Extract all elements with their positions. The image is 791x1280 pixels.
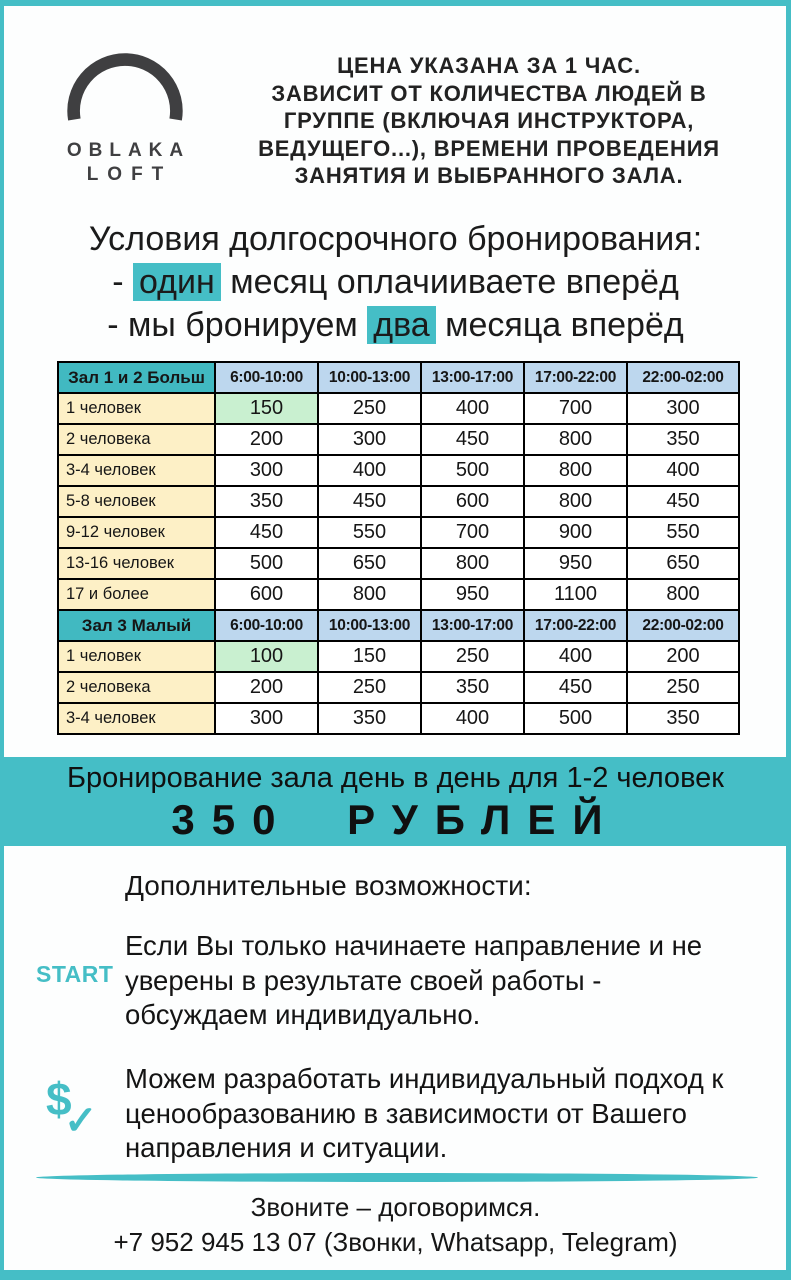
header-note-line: ГРУППЕ (ВКЛЮЧАЯ ИНСТРУКТОРА, <box>283 108 695 133</box>
price-cell: 200 <box>627 641 739 672</box>
price-cell: 450 <box>215 517 318 548</box>
price-cell: 300 <box>318 424 421 455</box>
right-border <box>786 0 791 1280</box>
row-label-cell: 13-16 человек <box>58 548 215 579</box>
price-cell: 250 <box>421 641 524 672</box>
conditions-title: Условия долгосрочного бронирования: <box>88 220 703 258</box>
header-note <box>200 52 778 190</box>
price-cell: 550 <box>318 517 421 548</box>
price-cell: 1100 <box>524 579 627 610</box>
table-row <box>58 672 739 703</box>
price-cell: 650 <box>627 548 739 579</box>
price-cell: 800 <box>524 486 627 517</box>
top-border <box>0 0 791 6</box>
price-cell: 450 <box>524 672 627 703</box>
price-cell: 450 <box>627 486 739 517</box>
logo <box>50 52 200 186</box>
row-label-cell: 3-4 человек <box>58 703 215 734</box>
table-row <box>58 703 739 734</box>
extras-title: Дополнительные возможности: <box>125 870 532 901</box>
open-arc-icon <box>50 52 200 134</box>
price-cell: 900 <box>524 517 627 548</box>
price-cell: 700 <box>524 393 627 424</box>
time-header-cell: 17:00-22:00 <box>524 610 627 641</box>
hall-header-cell: Зал 3 Малый <box>58 610 215 641</box>
header-note-line: ЗАНЯТИЯ И ВЫБРАННОГО ЗАЛА. <box>294 163 684 188</box>
check-mark: ✓ <box>64 1099 98 1143</box>
row-label-cell: 17 и более <box>58 579 215 610</box>
price-cell: 350 <box>421 672 524 703</box>
table-row <box>58 424 739 455</box>
header-note-line: ЗАВИСИТ ОТ КОЛИЧЕСТВА ЛЮДЕЙ В <box>271 80 707 106</box>
price-cell: 800 <box>627 579 739 610</box>
bottom-border <box>0 1270 791 1280</box>
start-badge-icon: START <box>36 961 114 987</box>
table-row <box>58 455 739 486</box>
row-label-cell: 2 человека <box>58 424 215 455</box>
price-cell: 500 <box>421 455 524 486</box>
table-row <box>58 393 739 424</box>
dollar-check-icon <box>44 1072 104 1152</box>
price-cell: 400 <box>421 703 524 734</box>
price-cell: 450 <box>421 424 524 455</box>
price-cell: 250 <box>318 393 421 424</box>
price-cell: 350 <box>627 424 739 455</box>
price-cell: 250 <box>318 672 421 703</box>
price-cell: 800 <box>318 579 421 610</box>
row-label-cell: 9-12 человек <box>58 517 215 548</box>
footer-call-text: Звоните – договоримся. <box>250 1192 541 1222</box>
row-label-cell: 5-8 человек <box>58 486 215 517</box>
price-cell: 950 <box>524 548 627 579</box>
price-cell: 350 <box>627 703 739 734</box>
table-row <box>58 486 739 517</box>
highlighted-word: два <box>367 306 435 344</box>
time-header-cell: 6:00-10:00 <box>215 610 318 641</box>
price-cell: 350 <box>215 486 318 517</box>
price-cell: 800 <box>524 424 627 455</box>
hall-header-cell: Зал 1 и 2 Больш <box>58 362 215 393</box>
conditions-item: - один месяц оплачииваете вперёд <box>112 263 679 301</box>
logo-text-oblaka: OBLAKA <box>66 140 191 161</box>
price-cell: 400 <box>524 641 627 672</box>
table-header-row <box>58 362 739 393</box>
price-cell: 100 <box>215 641 318 672</box>
extra-item-start: Если Вы только начинаете направление и не уверены в результате своей работы - обсуждаем индивидуально. <box>125 930 703 1030</box>
header-note-line: ВЕДУЩЕГО...), ВРЕМЕНИ ПРОВЕДЕНИЯ <box>258 135 720 161</box>
row-label-cell: 3-4 человек <box>58 455 215 486</box>
footer-phone: +7 952 945 13 07 (Звонки, Whatsapp, Telegram) <box>113 1227 678 1257</box>
price-table <box>57 361 740 735</box>
price-cell: 600 <box>215 579 318 610</box>
row-label-cell: 1 человек <box>58 641 215 672</box>
price-cell: 500 <box>524 703 627 734</box>
table-header-row <box>58 610 739 641</box>
table-row <box>58 548 739 579</box>
row-label-cell: 2 человека <box>58 672 215 703</box>
price-cell: 600 <box>421 486 524 517</box>
price-cell: 150 <box>215 393 318 424</box>
header-note-line: ЦЕНА УКАЗАНА ЗА 1 ЧАС. <box>337 53 641 78</box>
dollar-sign: $ <box>46 1073 72 1125</box>
price-cell: 550 <box>627 517 739 548</box>
price-cell: 800 <box>524 455 627 486</box>
price-cell: 250 <box>627 672 739 703</box>
time-header-cell: 10:00-13:00 <box>318 610 421 641</box>
price-cell: 400 <box>318 455 421 486</box>
table-row <box>58 517 739 548</box>
price-cell: 450 <box>318 486 421 517</box>
price-cell: 800 <box>421 548 524 579</box>
time-header-cell: 13:00-17:00 <box>421 362 524 393</box>
time-header-cell: 22:00-02:00 <box>627 362 739 393</box>
time-header-cell: 17:00-22:00 <box>524 362 627 393</box>
price-cell: 300 <box>215 455 318 486</box>
banner-text: Бронирование зала день в день для 1-2 человек <box>67 762 724 794</box>
table-row <box>58 641 739 672</box>
time-header-cell: 22:00-02:00 <box>627 610 739 641</box>
logo-text-loft: LOFT <box>86 164 173 185</box>
price-cell: 950 <box>421 579 524 610</box>
table-row <box>58 579 739 610</box>
price-cell: 500 <box>215 548 318 579</box>
conditions-item: - мы бронируем два месяца вперёд <box>107 306 684 344</box>
price-cell: 300 <box>627 393 739 424</box>
highlighted-word: один <box>133 263 221 301</box>
price-cell: 400 <box>421 393 524 424</box>
row-label-cell: 1 человек <box>58 393 215 424</box>
booking-conditions <box>0 218 791 347</box>
time-header-cell: 10:00-13:00 <box>318 362 421 393</box>
price-cell: 300 <box>215 703 318 734</box>
extra-item-pricing: Можем разработать индивидуальный подход к ценообразованию в зависимости от Вашего направления и ситуации. <box>125 1063 724 1163</box>
price-cell: 700 <box>421 517 524 548</box>
banner-price: 350 РУБЛЕЙ <box>171 796 620 843</box>
time-header-cell: 6:00-10:00 <box>215 362 318 393</box>
left-border <box>0 0 4 1280</box>
price-cell: 200 <box>215 672 318 703</box>
price-cell: 400 <box>627 455 739 486</box>
price-cell: 650 <box>318 548 421 579</box>
footer-divider <box>36 1173 758 1182</box>
price-cell: 350 <box>318 703 421 734</box>
price-cell: 200 <box>215 424 318 455</box>
price-cell: 150 <box>318 641 421 672</box>
same-day-banner <box>0 757 791 846</box>
price-table-wrap <box>57 361 740 735</box>
time-header-cell: 13:00-17:00 <box>421 610 524 641</box>
